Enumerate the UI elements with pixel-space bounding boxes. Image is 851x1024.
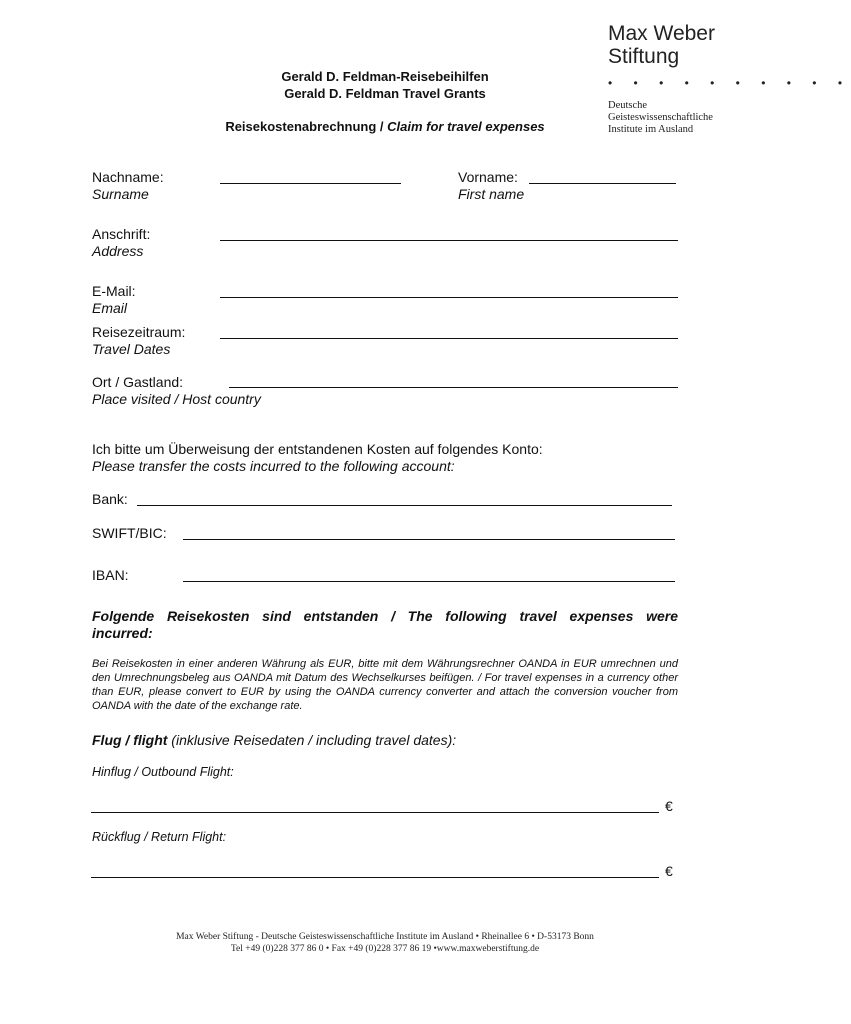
return-label: Rückflug / Return Flight: xyxy=(92,830,227,844)
return-currency: € xyxy=(665,863,673,879)
claim-heading xyxy=(135,119,635,134)
firstname-label: Vorname: First name xyxy=(458,169,525,202)
iban-field[interactable] xyxy=(183,581,675,582)
claim-en: Claim for travel expenses xyxy=(387,119,545,134)
claim-de: Reisekostenabrechnung / xyxy=(225,119,388,134)
place-field[interactable] xyxy=(229,387,678,388)
title-en: Gerald D. Feldman Travel Grants xyxy=(284,86,486,101)
return-field[interactable] xyxy=(91,877,659,878)
surname-label: Nachname: Surname xyxy=(92,169,164,202)
title-de: Gerald D. Feldman-Reisebeihilfen xyxy=(281,69,489,84)
logo-sub1: Deutsche xyxy=(608,100,648,111)
dates-label: Reisezeitraum: Travel Dates xyxy=(92,324,186,357)
swift-field[interactable] xyxy=(183,539,675,540)
currency-note: Bei Reisekosten in einer anderen Währung als EUR, bitte mit dem Währungsrechner OANDA in EUR umrechnen und den Umrechnungsbeleg aus OANDA mit Datum des Wechselkurses beifügen. / For travel expenses in a currency other than EUR, please convert to EUR by using the OANDA currency converter and attach the conversion voucher from OANDA with the date of the exchange rate. xyxy=(92,658,678,712)
bank-label: Bank: xyxy=(92,491,128,507)
logo-dots: • • • • • • • • • • xyxy=(608,76,851,90)
outbound-field[interactable] xyxy=(91,812,659,813)
logo-sub3: Institute im Ausland xyxy=(608,124,694,135)
email-field[interactable] xyxy=(220,297,678,298)
flight-heading: Flug / flight (inklusive Reisedaten / including travel dates): xyxy=(92,732,457,748)
outbound-label: Hinflug / Outbound Flight: xyxy=(92,765,234,779)
expenses-heading: Folgende Reisekosten sind entstanden / The following travel expenses were incurred: xyxy=(92,608,678,641)
logo-line1: Max Weber xyxy=(608,22,715,45)
iban-label: IBAN: xyxy=(92,567,129,583)
place-label: Ort / Gastland: Place visited / Host country xyxy=(92,374,261,407)
firstname-field[interactable] xyxy=(529,183,676,184)
address-label: Anschrift: Address xyxy=(92,226,151,259)
footer-line1: Max Weber Stiftung - Deutsche Geisteswissenschaftliche Institute im Ausland • Rheinallee 6 • D-53173 Bonn xyxy=(176,932,594,942)
logo-sub2: Geisteswissenschaftliche xyxy=(608,112,713,123)
logo-line2: Stiftung xyxy=(608,45,680,68)
address-field[interactable] xyxy=(220,240,678,241)
email-label: E-Mail: Email xyxy=(92,283,136,316)
surname-field[interactable] xyxy=(220,183,401,184)
outbound-currency: € xyxy=(665,798,673,814)
account-request: Ich bitte um Überweisung der entstandenen Kosten auf folgendes Konto: Please transfer the costs incurred to the following account: xyxy=(92,441,543,474)
dates-field[interactable] xyxy=(220,338,678,339)
footer-line2: Tel +49 (0)228 377 86 0 • Fax +49 (0)228 377 86 19 •www.maxweberstiftung.de xyxy=(230,944,540,954)
swift-label: SWIFT/BIC: xyxy=(92,525,167,541)
bank-field[interactable] xyxy=(137,505,672,506)
